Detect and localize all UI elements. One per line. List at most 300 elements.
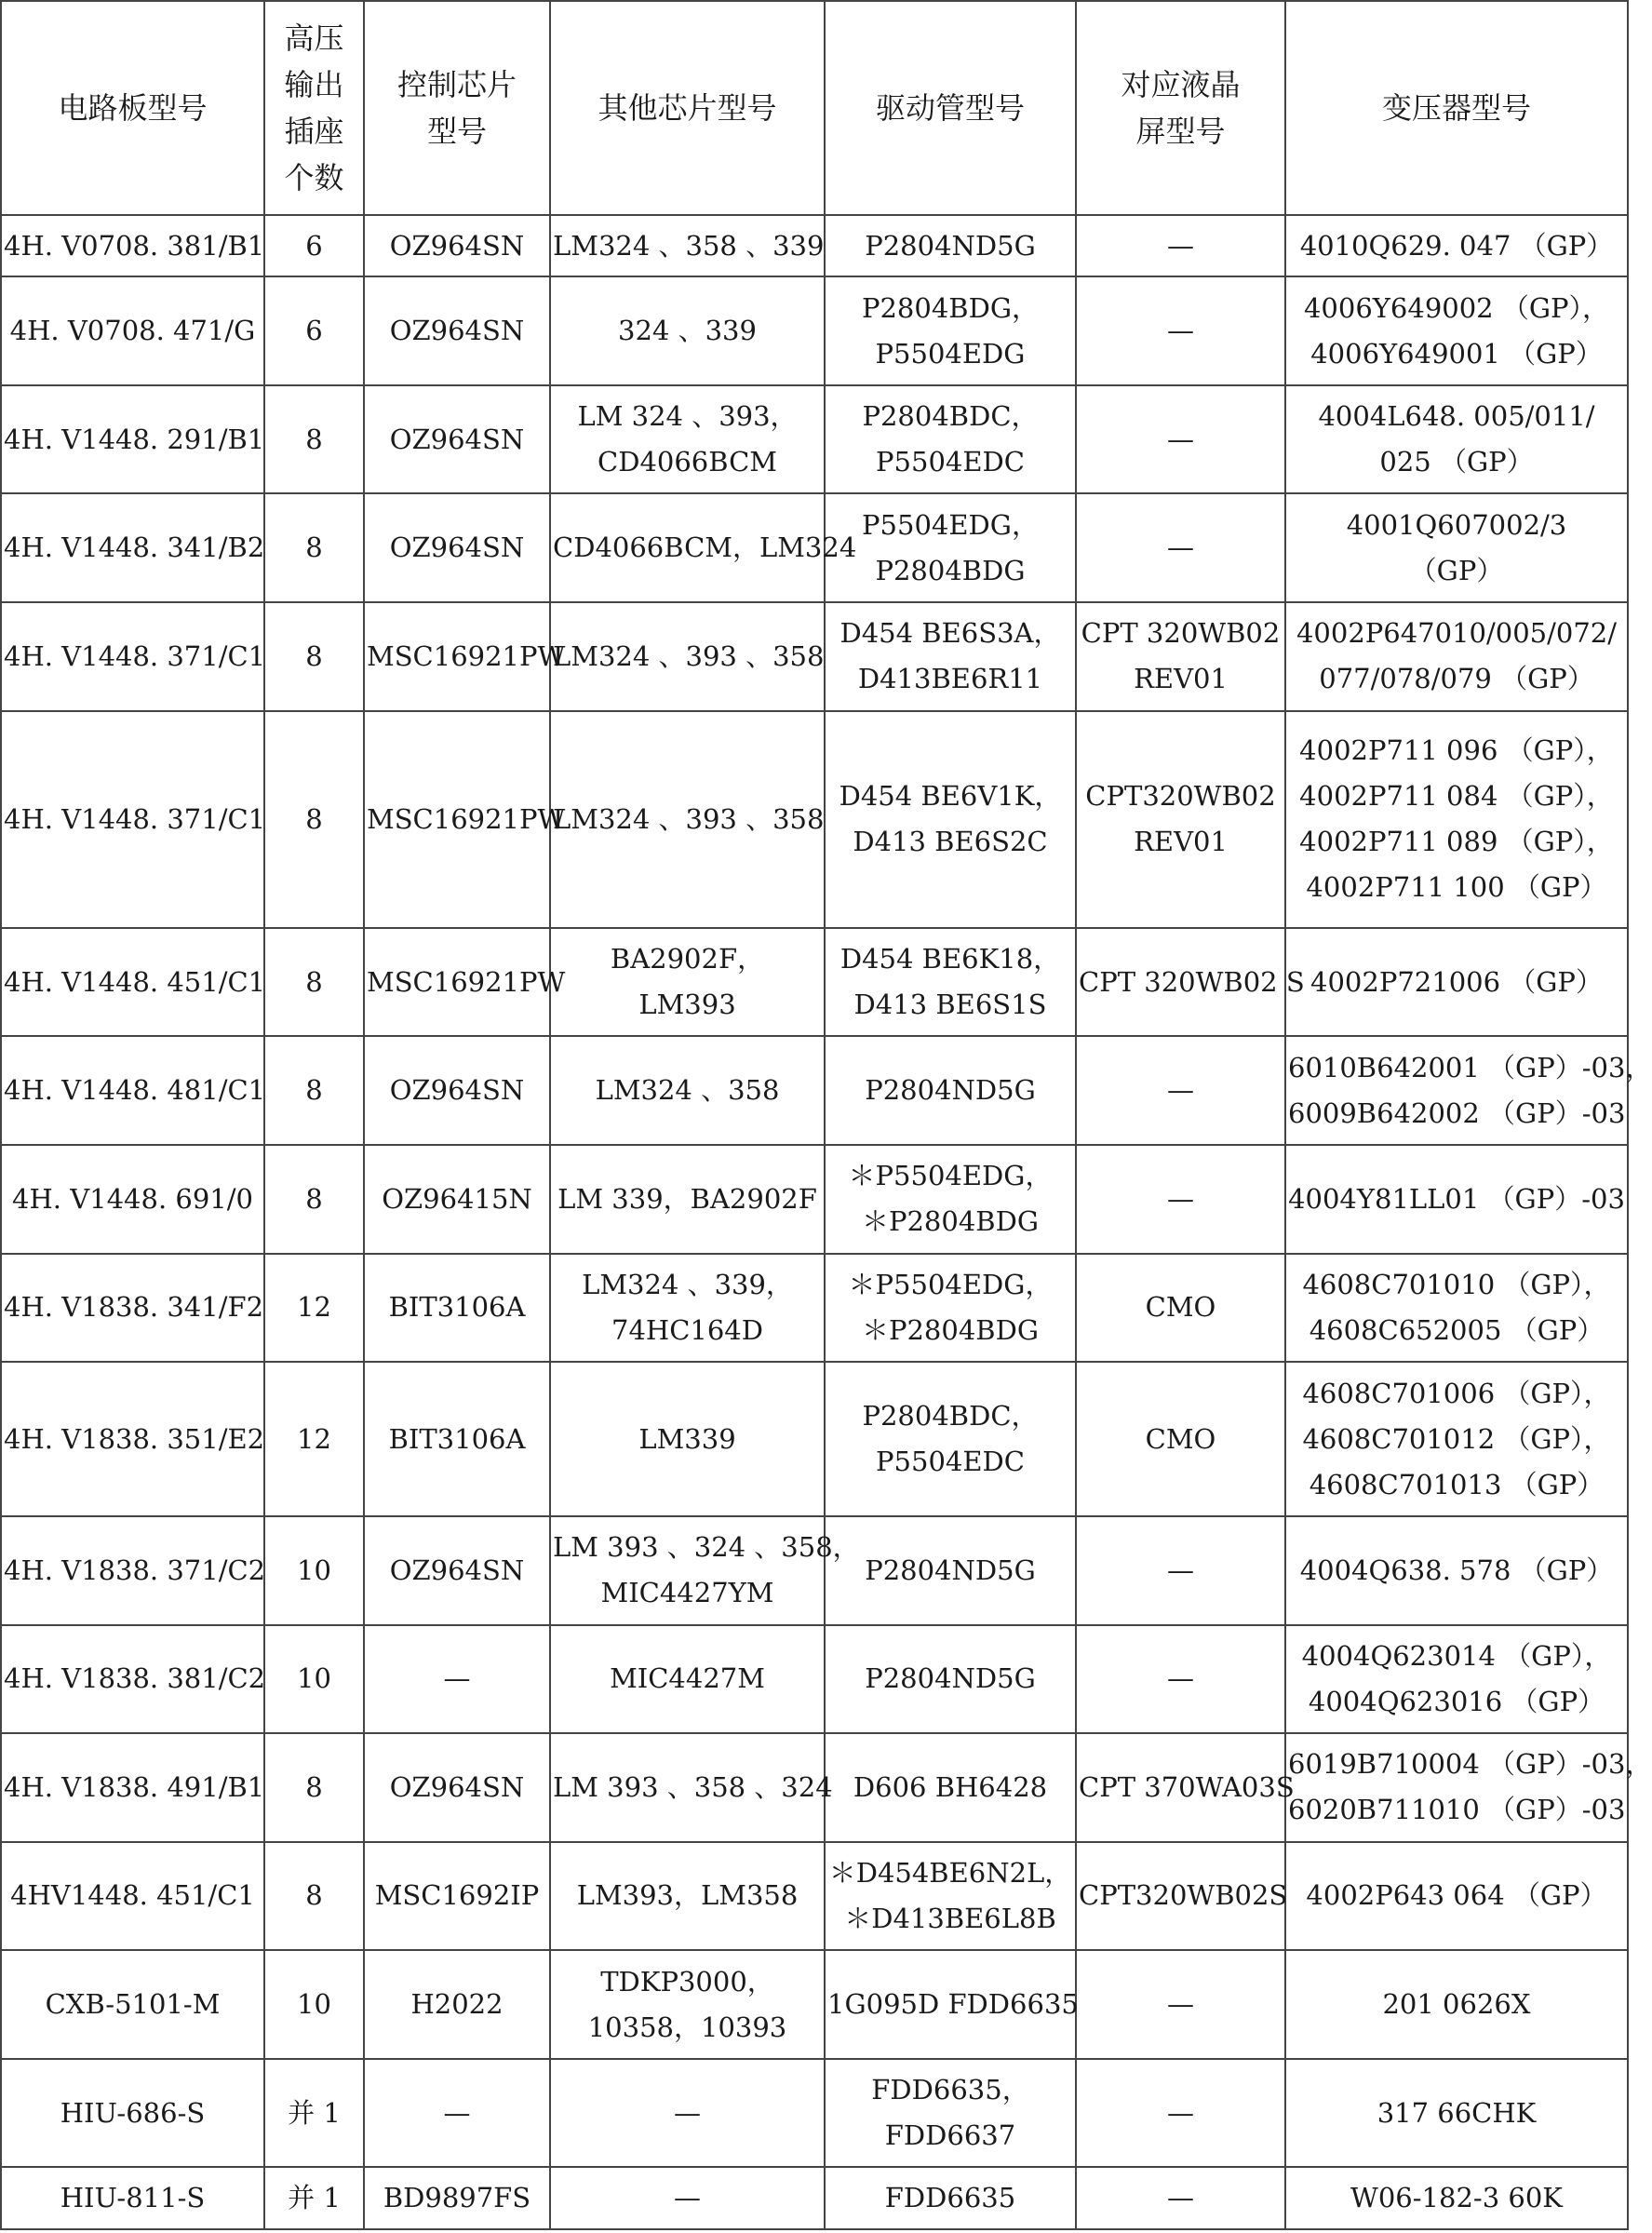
header-row: [1, 1, 1628, 215]
cell-text: 控制芯片: [396, 67, 517, 102]
cell-other-chips: [550, 1254, 825, 1363]
cell-text: 变压器型号: [1381, 90, 1531, 126]
cell-text: 屏型号: [1135, 114, 1226, 149]
cell-text: 6: [305, 315, 323, 347]
cell-text: LM324 、393 、358: [553, 639, 825, 672]
cell-other-chips: [550, 215, 825, 276]
cell-board-model: [1, 1145, 264, 1254]
cell-text: D413 BE6S2C: [853, 826, 1048, 858]
cell-text: W06-182-3 60K: [1350, 2182, 1563, 2214]
cell-text: OZ964SN: [389, 229, 525, 262]
cell-text: 6019B710004 （GP）-03，: [1288, 1748, 1652, 1781]
cell-control-chip: [364, 602, 566, 711]
cell-text: 4H. V1448. 481/C1: [4, 1074, 266, 1107]
cell-text: D606 BH6428: [853, 1770, 1048, 1803]
cell-board-model: [1, 276, 264, 385]
cell-text: OZ964SN: [389, 1770, 525, 1803]
cell-text: 对应液晶: [1121, 67, 1241, 102]
cell-text: 4608C701013 （GP）: [1309, 1468, 1605, 1500]
cell-driver-tube: [825, 1362, 1076, 1516]
cell-lcd-panel: [1076, 928, 1305, 1037]
cell-driver-tube: [825, 1842, 1076, 1951]
cell-driver-tube: [825, 276, 1076, 385]
cell-text: 并 1: [288, 2096, 341, 2129]
cell-text: 4002P721006 （GP）: [1310, 965, 1603, 998]
cell-text: ＊D413BE6L8B: [844, 1902, 1056, 1934]
cell-board-model: [1, 1516, 264, 1625]
cell-other-chips: [550, 2167, 825, 2229]
cell-board-model: [1, 711, 264, 928]
cell-text: 4H. V1448. 451/C1: [4, 965, 266, 998]
cell-text: —: [1167, 1662, 1194, 1695]
cell-transformer-model: [1285, 1950, 1628, 2059]
cell-other-chips: [550, 602, 825, 711]
cell-driver-tube: [825, 1733, 1076, 1842]
cell-lcd-panel: [1076, 276, 1285, 385]
cell-text: 输出: [284, 67, 344, 102]
cell-text: 4H. V0708. 471/G: [9, 315, 256, 347]
cell-text: 324 、339: [618, 315, 757, 347]
cell-lcd-panel: [1076, 1950, 1285, 2059]
cell-hv-socket-count: [264, 1516, 364, 1625]
cell-text: —: [1167, 1074, 1194, 1107]
cell-board-model: [1, 493, 264, 602]
cell-text: （GP）: [1409, 554, 1504, 586]
cell-transformer-model: [1285, 385, 1628, 494]
cell-text: 4H. V1448. 341/B2: [4, 531, 265, 564]
cell-lcd-panel: [1076, 1625, 1285, 1734]
cell-text: —: [674, 2096, 701, 2129]
cell-driver-tube: [825, 1625, 1076, 1734]
cell-text: MSC16921PW: [367, 639, 566, 672]
cell-text: 4002P711 089 （GP），: [1299, 826, 1614, 858]
table-row: [1, 1733, 1628, 1842]
cell-hv-socket-count: [264, 1625, 364, 1734]
cell-control-chip: [364, 1362, 550, 1516]
table-row: [1, 1516, 1628, 1625]
cell-driver-tube: [825, 928, 1076, 1037]
cell-text: 4002P643 064 （GP）: [1306, 1879, 1607, 1912]
cell-transformer-model: [1285, 2167, 1628, 2229]
cell-text: 其他芯片型号: [598, 90, 777, 126]
cell-text: —: [1167, 423, 1194, 455]
cell-text: BIT3106A: [388, 1422, 526, 1455]
cell-text: P5504EDC: [876, 1446, 1025, 1478]
cell-transformer-model: [1285, 602, 1628, 711]
cell-driver-tube: [825, 1950, 1079, 2059]
cell-other-chips: [550, 276, 825, 385]
cell-board-model: [1, 602, 264, 711]
cell-control-chip: [364, 1254, 550, 1363]
table-row: [1, 602, 1628, 711]
cell-lcd-panel: [1076, 1733, 1295, 1842]
cell-text: OZ964SN: [389, 315, 525, 347]
cell-text: 4H. V0708. 381/B1: [4, 229, 265, 262]
header-control-chip: [364, 1, 550, 215]
cell-other-chips: [550, 385, 825, 494]
cell-text: FDD6635: [884, 2182, 1016, 2214]
cell-control-chip: [364, 1145, 550, 1254]
cell-text: 12: [297, 1291, 331, 1324]
cell-text: 10358，10393: [587, 2011, 787, 2043]
cell-text: 4H. V1838. 371/C2: [4, 1554, 266, 1586]
cell-hv-socket-count: [264, 1254, 364, 1363]
cell-text: 4004Y81LL01 （GP）-03: [1288, 1182, 1625, 1215]
cell-text: 317 66CHK: [1377, 2096, 1537, 2129]
cell-text: 电路板型号: [58, 90, 208, 126]
cell-text: OZ964SN: [389, 531, 525, 564]
cell-text: ＊P5504EDG，: [848, 1268, 1053, 1300]
cell-driver-tube: [825, 2167, 1076, 2229]
cell-driver-tube: [825, 1036, 1076, 1145]
cell-text: CXB-5101-M: [45, 1988, 221, 2021]
cell-text: P2804ND5G: [865, 1554, 1036, 1586]
cell-text: 4H. V1448. 291/B1: [4, 423, 265, 455]
cell-transformer-model: [1285, 2059, 1628, 2168]
cell-text: 4H. V1448. 371/C1: [4, 802, 266, 835]
cell-text: D454 BE6V1K，: [839, 780, 1062, 813]
cell-text: LM 324 、393，: [577, 400, 798, 433]
cell-driver-tube: [825, 215, 1076, 276]
cell-control-chip: [364, 1516, 550, 1625]
cell-other-chips: [550, 1950, 825, 2059]
cell-text: MIC4427YM: [600, 1577, 774, 1609]
cell-text: OZ964SN: [389, 1074, 525, 1107]
cell-control-chip: [364, 1036, 550, 1145]
cell-text: 4H. V1838. 341/F2: [4, 1291, 264, 1324]
cell-text: LM393，LM358: [576, 1879, 799, 1912]
cell-board-model: [1, 1254, 264, 1363]
cell-text: 插座: [284, 114, 344, 149]
table-row: [1, 385, 1628, 494]
table-row: [1, 1362, 1628, 1516]
cell-hv-socket-count: [264, 2059, 364, 2168]
cell-text: 4H. V1448. 371/C1: [4, 639, 266, 672]
cell-text: P5504EDC: [876, 446, 1025, 478]
cell-lcd-panel: [1076, 215, 1285, 276]
cell-other-chips: [550, 1625, 825, 1734]
cell-text: LM324 、358 、339: [553, 229, 825, 262]
cell-transformer-model: [1285, 493, 1628, 602]
cell-lcd-panel: [1076, 2059, 1285, 2168]
cell-control-chip: [364, 711, 566, 928]
cell-text: 4608C652005 （GP）: [1309, 1313, 1605, 1346]
cell-transformer-model: [1285, 1516, 1628, 1625]
cell-text: 4004L648. 005/011/: [1318, 400, 1595, 433]
cell-text: —: [1167, 1988, 1194, 2021]
cell-text: CD4066BCM，LM324: [553, 531, 857, 564]
cell-text: —: [1167, 531, 1194, 564]
cell-transformer-model: [1285, 928, 1628, 1037]
table-row: [1, 1950, 1628, 2059]
cell-lcd-panel: [1076, 2167, 1285, 2229]
cell-other-chips: [550, 1362, 825, 1516]
cell-text: D413BE6R11: [857, 663, 1043, 695]
cell-lcd-panel: [1076, 493, 1285, 602]
table-body: [1, 215, 1652, 2229]
cell-text: 10: [297, 1662, 331, 1695]
cell-text: D454 BE6K18，: [839, 943, 1061, 975]
cell-control-chip: [364, 928, 566, 1037]
cell-text: 8: [305, 423, 323, 455]
cell-hv-socket-count: [264, 1950, 364, 2059]
table-row: [1, 2059, 1628, 2168]
cell-text: FDD6637: [884, 2119, 1016, 2152]
cell-text: TDKP3000，: [600, 1965, 774, 1998]
cell-text: CPT320WB02: [1085, 780, 1276, 813]
table-row: [1, 928, 1628, 1037]
cell-hv-socket-count: [264, 385, 364, 494]
cell-text: 4H. V1838. 351/E2: [4, 1422, 265, 1455]
cell-board-model: [1, 215, 264, 276]
table-row: [1, 1145, 1628, 1254]
cell-text: 4001Q607002/3: [1346, 508, 1567, 541]
cell-hv-socket-count: [264, 602, 364, 711]
cell-text: 1G095D FDD6635: [827, 1988, 1079, 2021]
cell-other-chips: [550, 2059, 825, 2168]
cell-control-chip: [364, 1842, 550, 1951]
cell-text: LM393: [638, 989, 736, 1021]
cell-text: 6020B711010 （GP）-03: [1288, 1794, 1626, 1826]
cell-other-chips: [550, 711, 825, 928]
cell-text: 74HC164D: [611, 1313, 763, 1346]
cell-text: 4608C701006 （GP），: [1302, 1377, 1611, 1409]
table-row: [1, 2167, 1628, 2229]
cell-transformer-model: [1285, 276, 1628, 385]
cell-other-chips: [550, 1036, 825, 1145]
cell-text: 8: [305, 802, 323, 835]
cell-driver-tube: [825, 1145, 1076, 1254]
cell-text: MSC1692IP: [374, 1879, 540, 1912]
cell-driver-tube: [825, 2059, 1076, 2168]
cell-other-chips: [550, 1145, 825, 1254]
cell-text: LM324 、339，: [582, 1268, 793, 1300]
cell-text: —: [443, 2096, 471, 2129]
cell-control-chip: [364, 215, 550, 276]
cell-text: OZ964SN: [389, 423, 525, 455]
cell-text: MSC16921PW: [367, 965, 566, 998]
cell-board-model: [1, 1842, 264, 1951]
cell-transformer-model: [1285, 711, 1628, 928]
cell-driver-tube: [825, 602, 1076, 711]
cell-text: OZ964SN: [389, 1554, 525, 1586]
cell-text: 型号: [426, 114, 487, 149]
cell-text: LM 393 、324 、358，: [553, 1531, 860, 1564]
table-row: [1, 1036, 1628, 1145]
cell-text: —: [1167, 1554, 1194, 1586]
cell-driver-tube: [825, 1516, 1076, 1625]
cell-text: 4H. V1448. 691/0: [12, 1182, 253, 1215]
header-board-model: [1, 1, 264, 215]
cell-hv-socket-count: [264, 1036, 364, 1145]
header-lcd-panel: [1076, 1, 1285, 215]
cell-lcd-panel: [1076, 602, 1285, 711]
cell-control-chip: [364, 2059, 550, 2168]
cell-text: —: [1167, 2182, 1194, 2214]
cell-text: 6: [305, 229, 323, 262]
cell-text: P2804ND5G: [865, 229, 1036, 262]
cell-text: CD4066BCM: [598, 446, 777, 478]
cell-control-chip: [364, 385, 550, 494]
cell-driver-tube: [825, 385, 1076, 494]
cell-text: 4004Q623016 （GP）: [1308, 1685, 1605, 1717]
cell-text: 4002P711 100 （GP）: [1306, 871, 1607, 904]
cell-text: 8: [305, 1879, 323, 1912]
cell-other-chips: [550, 1842, 825, 1951]
cell-driver-tube: [825, 711, 1076, 928]
cell-text: 4004Q638. 578 （GP）: [1299, 1554, 1614, 1586]
cell-driver-tube: [825, 1254, 1076, 1363]
cell-text: —: [674, 2182, 701, 2214]
cell-text: CMO: [1145, 1422, 1216, 1455]
cell-text: H2022: [410, 1988, 504, 2021]
cell-control-chip: [364, 1733, 550, 1842]
cell-transformer-model: [1285, 1036, 1652, 1145]
cell-text: BA2902F，: [610, 943, 765, 975]
cell-text: LM 393 、358 、324: [553, 1770, 833, 1803]
cell-text: P2804ND5G: [865, 1662, 1036, 1695]
cell-text: D454 BE6S3A，: [839, 617, 1061, 650]
cell-text: HIU-811-S: [60, 2182, 206, 2214]
cell-text: ＊P5504EDG，: [848, 1160, 1053, 1192]
cell-text: 8: [305, 1182, 323, 1215]
cell-text: CPT 370WA03S: [1079, 1770, 1295, 1803]
cell-transformer-model: [1285, 1254, 1628, 1363]
cell-transformer-model: [1285, 1733, 1652, 1842]
cell-text: P2804BDG: [875, 554, 1026, 586]
cell-text: 4608C701010 （GP），: [1302, 1268, 1611, 1300]
cell-hv-socket-count: [264, 276, 364, 385]
cell-hv-socket-count: [264, 711, 364, 928]
cell-text: 6010B642001 （GP）-03，: [1288, 1051, 1652, 1083]
cell-hv-socket-count: [264, 1362, 364, 1516]
cell-text: CPT 320WB02 S: [1079, 965, 1305, 998]
header-transformer-model: [1285, 1, 1628, 215]
header-other-chips: [550, 1, 825, 215]
header-driver-tube: [825, 1, 1076, 215]
cell-text: 4002P647010/005/072/: [1296, 617, 1618, 650]
cell-other-chips: [550, 493, 857, 602]
table-row: [1, 1625, 1628, 1734]
cell-text: BIT3106A: [388, 1291, 526, 1324]
cell-text: 并 1: [288, 2182, 341, 2214]
cell-text: 4004Q623014 （GP），: [1301, 1639, 1612, 1672]
cell-control-chip: [364, 276, 550, 385]
cell-text: P2804BDG，: [861, 291, 1040, 324]
cell-board-model: [1, 385, 264, 494]
cell-text: 4002P711 084 （GP），: [1299, 780, 1614, 813]
cell-text: ＊P2804BDG: [861, 1313, 1040, 1346]
cell-other-chips: [550, 1516, 860, 1625]
cell-board-model: [1, 1625, 264, 1734]
cell-lcd-panel: [1076, 1362, 1285, 1516]
cell-text: 高压: [284, 20, 344, 56]
cell-text: 10: [297, 1988, 331, 2021]
cell-text: 8: [305, 1074, 323, 1107]
cell-text: —: [443, 1662, 471, 1695]
cell-text: OZ96415N: [382, 1182, 532, 1215]
cell-other-chips: [550, 928, 825, 1037]
cell-text: 12: [297, 1422, 331, 1455]
cell-text: MSC16921PW: [367, 802, 566, 835]
cell-lcd-panel: [1076, 1145, 1285, 1254]
cell-text: P5504EDG: [875, 337, 1026, 370]
cell-hv-socket-count: [264, 1145, 364, 1254]
cell-text: 4006Y649002 （GP），: [1303, 291, 1610, 324]
cell-control-chip: [364, 1625, 550, 1734]
cell-hv-socket-count: [264, 1842, 364, 1951]
cell-text: FDD6635，: [871, 2074, 1029, 2106]
cell-text: D413 BE6S1S: [853, 989, 1047, 1021]
cell-text: P2804ND5G: [865, 1074, 1036, 1107]
cell-board-model: [1, 928, 264, 1037]
cell-text: HIU-686-S: [60, 2096, 206, 2129]
cell-lcd-panel: [1076, 1036, 1285, 1145]
cell-text: —: [1167, 2096, 1194, 2129]
cell-text: 4002P711 096 （GP），: [1299, 734, 1614, 767]
cell-transformer-model: [1285, 1625, 1628, 1734]
cell-text: 10: [297, 1554, 331, 1586]
cell-lcd-panel: [1076, 1842, 1288, 1951]
cell-board-model: [1, 1362, 264, 1516]
header-hv-socket-count: [264, 1, 364, 215]
cell-hv-socket-count: [264, 493, 364, 602]
table-row: [1, 1842, 1628, 1951]
table-row: [1, 711, 1628, 928]
table-row: [1, 215, 1628, 276]
cell-text: LM339: [638, 1422, 736, 1455]
cell-text: 8: [305, 965, 323, 998]
cell-text: REV01: [1134, 826, 1228, 858]
table-row: [1, 276, 1628, 385]
cell-text: BD9897FS: [383, 2182, 531, 2214]
cell-lcd-panel: [1076, 1254, 1285, 1363]
cell-text: 8: [305, 531, 323, 564]
cell-text: P2804BDC，: [862, 400, 1039, 433]
cell-text: —: [1167, 315, 1194, 347]
cell-text: ＊P2804BDG: [861, 1205, 1040, 1238]
cell-control-chip: [364, 1950, 550, 2059]
cell-text: 4010Q629. 047 （GP）: [1299, 229, 1614, 262]
cell-text: 4608C701012 （GP），: [1302, 1422, 1611, 1455]
cell-lcd-panel: [1076, 1516, 1285, 1625]
cell-transformer-model: [1285, 1362, 1628, 1516]
cell-board-model: [1, 1733, 264, 1842]
cell-text: 077/078/079 （GP）: [1319, 663, 1594, 695]
cell-hv-socket-count: [264, 215, 364, 276]
cell-board-model: [1, 2167, 264, 2229]
cell-text: 驱动管型号: [875, 90, 1025, 126]
cell-text: 个数: [284, 160, 344, 195]
cell-lcd-panel: [1076, 711, 1285, 928]
cell-text: P2804BDC，: [862, 1400, 1039, 1433]
cell-transformer-model: [1285, 215, 1628, 276]
table-row: [1, 493, 1628, 602]
cell-text: 4HV1448. 451/C1: [10, 1879, 255, 1912]
table-row: [1, 1254, 1628, 1363]
cell-text: —: [1167, 229, 1194, 262]
cell-text: LM324 、393 、358: [553, 802, 825, 835]
cell-board-model: [1, 1950, 264, 2059]
cell-text: 025 （GP）: [1379, 446, 1534, 478]
cell-lcd-panel: [1076, 385, 1285, 494]
cell-text: —: [1167, 1182, 1194, 1215]
cell-text: 8: [305, 1770, 323, 1803]
cell-transformer-model: [1285, 1145, 1628, 1254]
cell-text: 4H. V1838. 381/C2: [4, 1662, 266, 1695]
cell-text: CPT320WB02S: [1079, 1879, 1288, 1912]
cell-text: 4006Y649001 （GP）: [1310, 337, 1603, 370]
